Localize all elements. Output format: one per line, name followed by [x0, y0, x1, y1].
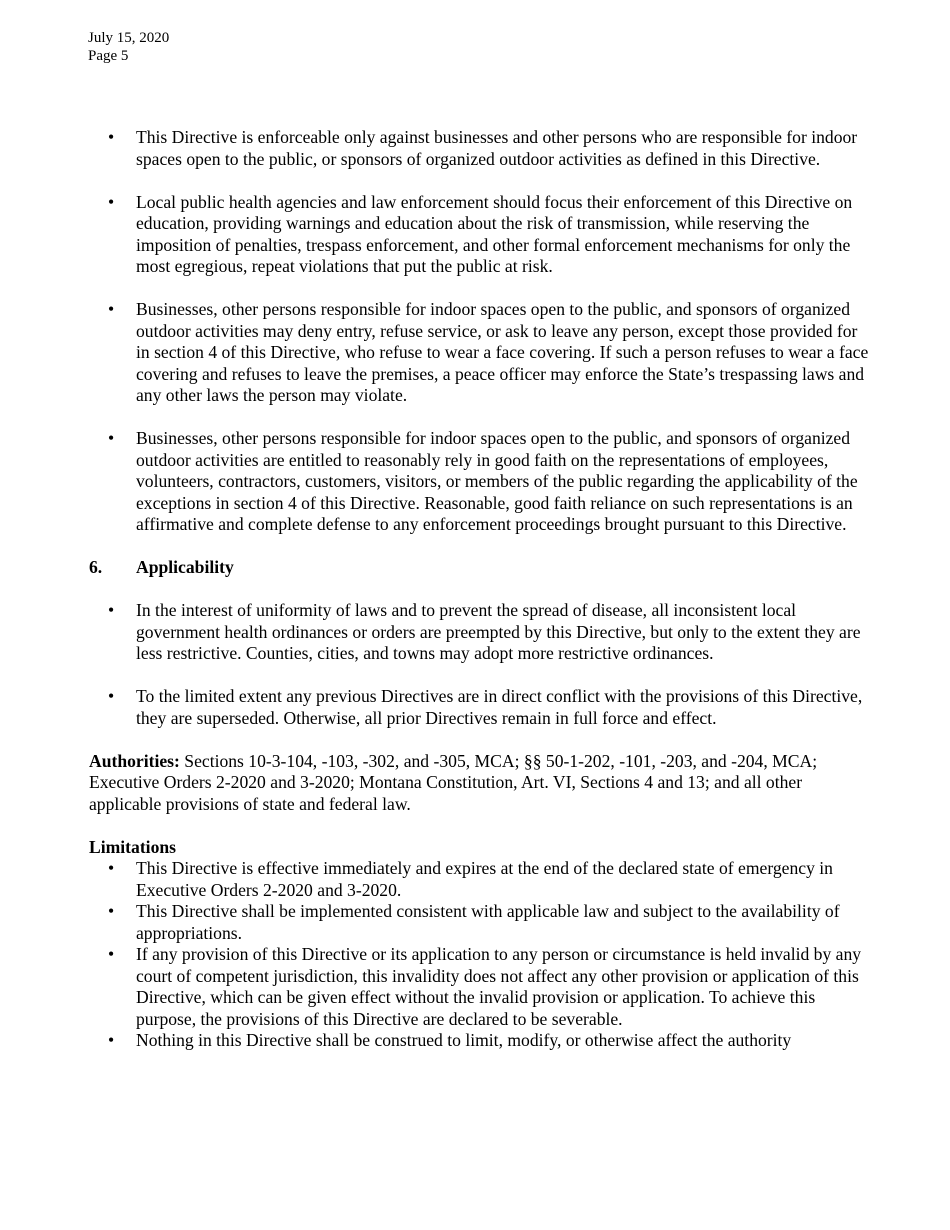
list-item-text: Businesses, other persons responsible for indoor spaces open to the public, and sponsors of organized outdoor activities may deny entry, refuse service, or ask to leave any person, except those provided for in section 4 of this Directive, who refuse to wear a face covering. If such a person refuses to wear a face covering and refuses to leave the premises, a peace officer may enforce the State’s trespassing laws and any other laws the person may violate.	[136, 299, 869, 405]
authorities-paragraph	[89, 751, 869, 816]
limitations-heading: Limitations	[89, 836, 176, 857]
applicability-bullet-list	[89, 600, 869, 729]
list-item-text: In the interest of uniformity of laws and to prevent the spread of disease, all inconsistent local government health ordinances or orders are preempted by this Directive, but only to the extent they are less restrictive. Counties, cities, and towns may adopt more restrictive ordinances.	[136, 600, 861, 663]
list-item-text: To the limited extent any previous Directives are in direct conflict with the provisions of this Directive, they are superseded. Otherwise, all prior Directives remain in full force and effect.	[136, 686, 863, 728]
enforcement-bullet-list	[89, 127, 869, 536]
bullet-icon: •	[108, 127, 115, 147]
bullet-icon: •	[108, 944, 115, 964]
list-item-text: This Directive shall be implemented consistent with applicable law and subject to the availability of appropriations.	[136, 901, 840, 943]
bullet-icon: •	[108, 191, 115, 212]
list-item-text: This Directive is enforceable only against businesses and other persons who are responsible for indoor spaces open to the public, or sponsors of organized outdoor activities as defined in this Directive.	[136, 127, 858, 169]
list-item-text: Nothing in this Directive shall be construed to limit, modify, or otherwise affect the authority	[136, 1030, 792, 1050]
list-item	[89, 192, 869, 278]
bullet-icon: •	[108, 686, 115, 706]
bullet-icon: •	[108, 1030, 115, 1050]
list-item	[89, 299, 869, 407]
bullet-icon: •	[108, 428, 115, 448]
section-number: 6.	[89, 557, 103, 577]
list-item	[89, 127, 869, 170]
list-item-text: If any provision of this Directive or its application to any person or circumstance is held invalid by any court of competent jurisdiction, this invalidity does not affect any other provision or application of this Directive, which can be given effect without the invalid provision or application. To achieve this purpose, the provisions of this Directive are declared to be severable.	[136, 944, 862, 1029]
header-page-number: Page 5	[88, 48, 129, 64]
list-item-text: Businesses, other persons responsible for indoor spaces open to the public, and sponsors of organized outdoor activities are entitled to reasonably rely in good faith on the representations of employees, volunteers, contractors, customers, visitors, or members of the public regarding the applicability of the exceptions in section 4 of this Directive. Reasonable, good faith reliance on such representations is an affirmative and complete defense to any enforcement proceedings brought pursuant to this Directive.	[136, 428, 858, 534]
list-item	[89, 428, 869, 536]
list-item	[89, 901, 869, 944]
bullet-icon: •	[108, 600, 115, 620]
header-date: July 15, 2020	[88, 30, 170, 46]
section-heading-applicability	[89, 557, 869, 579]
list-item	[89, 1030, 869, 1052]
list-item	[89, 686, 869, 729]
document-body	[89, 127, 869, 1052]
authorities-text: Sections 10-3-104, -103, -302, and -305, MCA; §§ 50-1-202, -101, -203, and -204, MCA; Executive Orders 2-2020 and 3-2020; Montana Constitution, Art. VI, Sections 4 and 13; and all other applicable provisions of state and federal law.	[89, 750, 818, 814]
list-item-text: Local public health agencies and law enforcement should focus their enforcement of this Directive on education, providing warnings and education about the risk of transmission, while reserving the imposition of penalties, trespass enforcement, and other formal enforcement mechanisms for only the most egregious, repeat violations that put the public at risk.	[136, 191, 853, 276]
page-header	[88, 29, 169, 65]
authorities-label: Authorities:	[89, 750, 180, 771]
bullet-icon: •	[108, 901, 115, 921]
list-item-text: This Directive is effective immediately and expires at the end of the declared state of emergency in Executive Orders 2-2020 and 3-2020.	[136, 858, 833, 900]
limitations-bullet-list	[89, 858, 869, 1052]
bullet-icon: •	[108, 299, 115, 319]
bullet-icon: •	[108, 858, 115, 878]
list-item	[89, 944, 869, 1030]
list-item	[89, 858, 869, 901]
section-title: Applicability	[136, 557, 234, 577]
list-item	[89, 600, 869, 665]
